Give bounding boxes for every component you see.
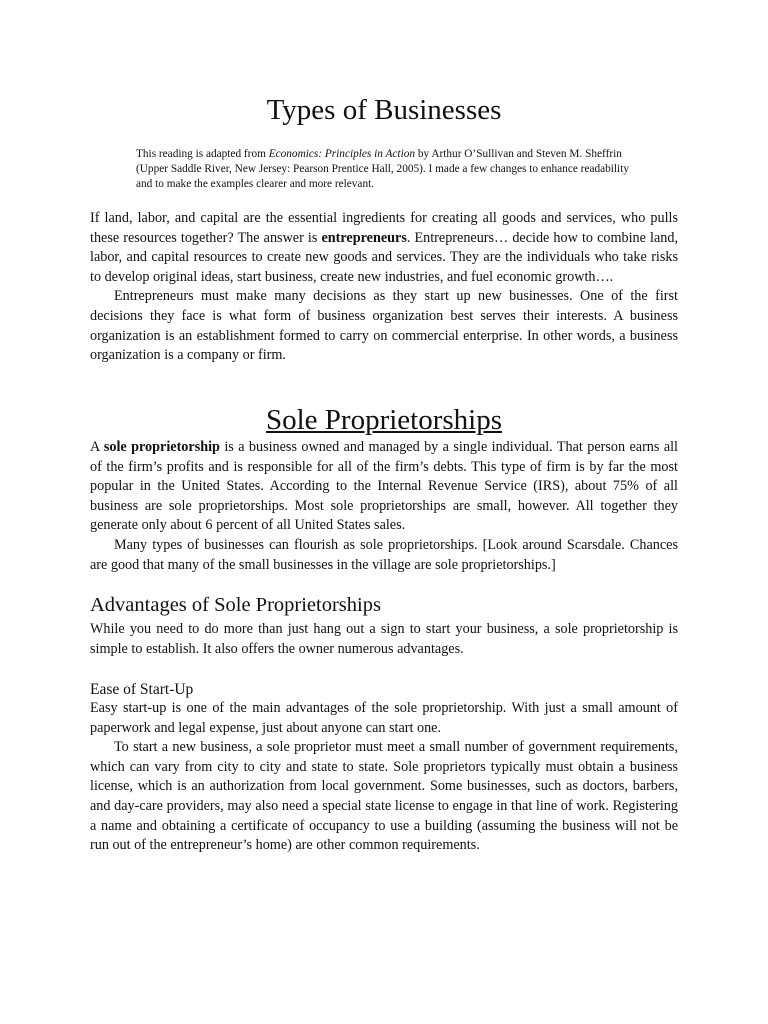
- sole-paragraph-2: Many types of businesses can flourish as sole proprietorships. [Look around Scarsdale. Chances are good that many of the small businesses in the village are sole proprietorships.]: [90, 536, 678, 573]
- sole-p1-bold: sole proprietorship: [103, 439, 220, 455]
- source-note-suffix: by Arthur O’Sullivan and Steven M. Sheffrin (Upper Saddle River, New Jersey: Pearson Prentice Hall, 2005). I made a few changes to enhance readability and to make the examples clearer and more relevant.: [136, 148, 629, 190]
- advantages-section: [90, 620, 678, 659]
- intro-section: [90, 209, 678, 366]
- intro-p1-after: . Entrepreneurs… decide how to combine land, labor, and capital resources to create new goods and services. They are the individuals who take risks to develop original ideas, start business, create new industries, and fuel economic growth….: [90, 229, 678, 285]
- ease-of-startup-heading: Ease of Start-Up: [90, 681, 194, 698]
- intro-paragraph-1: [90, 209, 678, 287]
- ease-paragraph-1: Easy start-up is one of the main advantages of the sole proprietorship. With just a small amount of paperwork and legal expense, just about anyone can start one.: [90, 700, 678, 736]
- sole-paragraph-1: [90, 438, 678, 536]
- sole-section: [90, 438, 678, 575]
- sole-p1-before: A: [90, 439, 104, 455]
- advantages-paragraph-1: While you need to do more than just hang out a sign to start your business, a sole proprietorship is simple to establish. It also offers the owner numerous advantages.: [90, 621, 678, 657]
- sole-proprietorships-heading: Sole Proprietorships: [265, 404, 503, 436]
- sole-p1-after: is a business owned and managed by a single individual. That person earns all of the firm’s profits and is responsible for all of the firm’s debts. This type of firm is by far the most popular in the United States. According to the Internal Revenue Service (IRS), about 75% of all business are sole proprietorships. Most sole proprietorships are small, however. All together they generate only about 6 percent of all United States sales.: [90, 439, 678, 534]
- intro-paragraph-2: Entrepreneurs must make many decisions as they start up new businesses. One of the first decisions they face is what form of business organization best serves their interests. A business organization is an establishment formed to carry on commercial enterprise. In other words, a business organization is a company or firm.: [90, 288, 678, 364]
- ease-section: [90, 699, 678, 856]
- source-book-title: Economics: Principles in Action: [268, 148, 416, 160]
- intro-p1-bold: entrepreneurs: [321, 229, 407, 246]
- page-title: Types of Businesses: [266, 94, 502, 126]
- advantages-heading: Advantages of Sole Proprietorships: [90, 594, 381, 616]
- intro-p1-before: If land, labor, and capital are the essential ingredients for creating all goods and services, who pulls these resources together? The answer is: [90, 210, 678, 246]
- ease-paragraph-2: To start a new business, a sole proprietor must meet a small number of government requirements, which can vary from city to city and state to state. Sole proprietors typically must obtain a business license, which is an authorization from local government. Some businesses, such as doctors, barbers, and day-care providers, may also need a special state license to engage in that line of work. Registering a name and obtaining a certificate of occupancy to use a building (assuming the business will not be run out of the entrepreneur’s home) are other common requirements.: [90, 739, 678, 854]
- source-note-prefix: This reading is adapted from: [136, 148, 269, 160]
- source-note: [136, 147, 634, 192]
